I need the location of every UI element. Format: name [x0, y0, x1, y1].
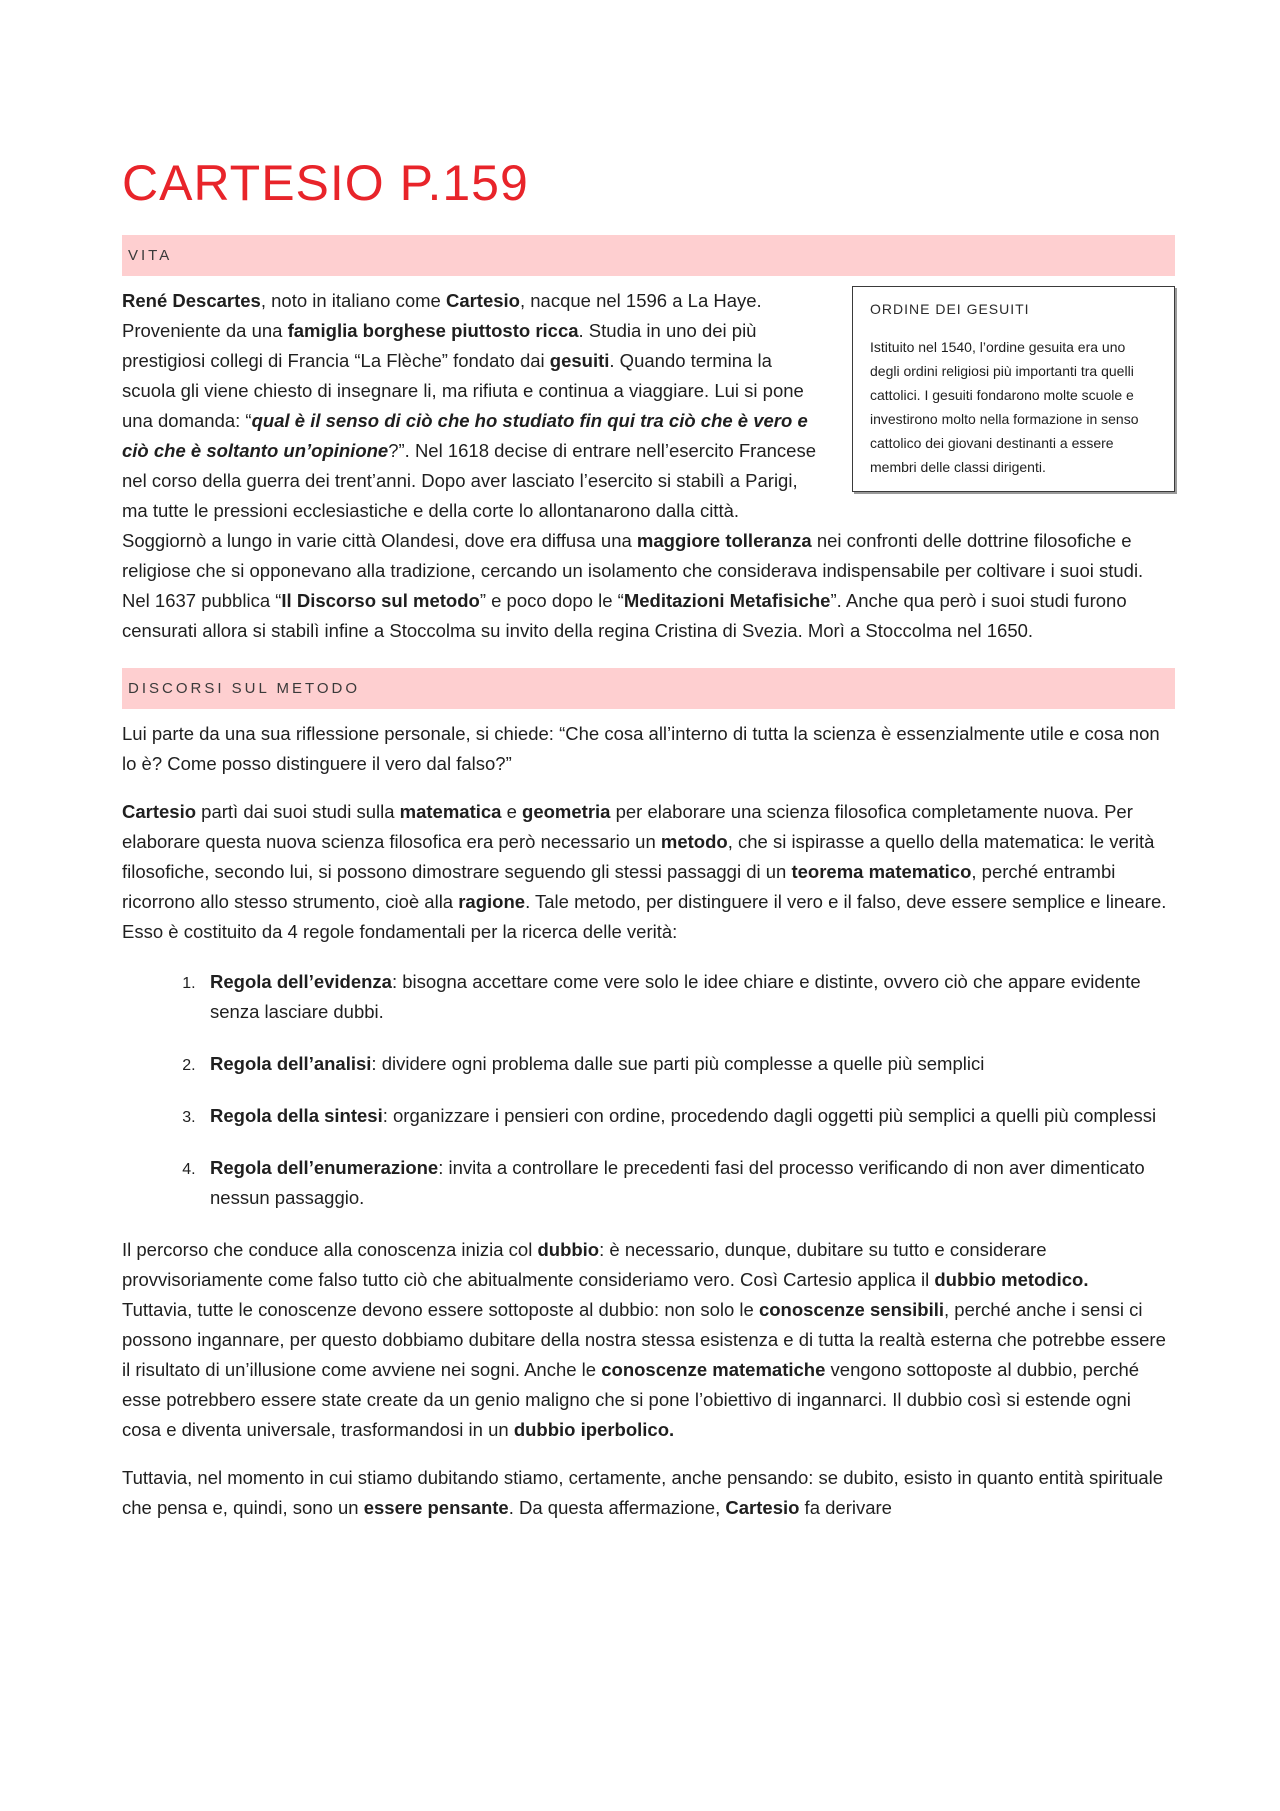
cogito-paragraph: Tuttavia, nel momento in cui stiamo dubitando stiamo, certamente, anche pensando: se dubito, esisto in quanto entità spirituale che pensa e, quindi, sono un essere pensante. Da questa affermazione, Cartesio fa derivare	[122, 1467, 1164, 1518]
metodo-intro-paragraph: Lui parte da una sua riflessione personale, si chiede: “Che cosa all’interno di tutta la scienza è essenzialmente utile e cosa non lo è? Come posso distinguere il vero dal falso?”	[122, 723, 1160, 774]
rules-list	[122, 967, 1175, 1213]
vita-paragraph: René Descartes, noto in italiano come Cartesio, nacque nel 1596 a La Haye. Proveniente da una famiglia borghese piuttosto ricca. Studia in uno dei più prestigiosi collegi di Francia “La Flèche” fondato dai gesuiti. Quando termina la scuola gli viene chiesto di insegnare li, ma rifiuta e continua a viaggiare. Lui si pone una domanda: “qual è il senso di ciò che ho studiato fin qui tra ciò che è vero e ciò che è soltanto un’opinione?”. Nel 1618 decise di entrare nell’esercito Francese nel corso della guerra dei trent’anni. Dopo aver lasciato l’esercito si stabilì a Parigi, ma tutte le pressioni ecclesiastiche e della corte lo allontanarono dalla città. Soggiornò a lungo in varie città Olandesi, dove era diffusa una maggiore tolleranza nei confronti delle dottrine filosofiche e religiose che si opponevano alla tradizione, cercando un isolamento che considerava indispensabile per coltivare i suoi studi. Nel 1637 pubblica “Il Discorso sul metodo” e poco dopo le “Meditazioni Metafisiche”. Anche qua però i suoi studi furono censurati allora si stabilì infine a Stoccolma su invito della regina Cristina di Svezia. Morì a Stoccolma nel 1650.	[122, 290, 1144, 641]
section-heading-vita: VITA	[122, 235, 1175, 276]
section-heading-metodo: DISCORSI SUL METODO	[122, 668, 1175, 709]
document-content	[122, 148, 1175, 1523]
list-item: 4. Regola dell’enumerazione: invita a controllare le precedenti fasi del processo verificando di non aver dimenticato nessun passaggio.	[200, 1153, 1175, 1213]
conoscenze-paragraph: Tuttavia, tutte le conoscenze devono essere sottoposte al dubbio: non solo le conoscenze sensibili, perché anche i sensi ci possono ingannare, per questo dobbiamo dubitare della nostra stessa esistenza e di tutta la realtà esterna che potrebbe essere il risultato di un’illusione come avviene nei sogni. Anche le conoscenze matematiche vengono sottoposte al dubbio, perché esse potrebbero essere state create da un genio maligno che si pone l’obiettivo di ingannarci. Il dubbio così si estende ogni cosa e diventa universale, trasformandosi in un dubbio iperbolico.	[122, 1299, 1166, 1440]
sidebar-box-text: Istituito nel 1540, l’ordine gesuita era uno degli ordini religiosi più importanti tra quelli cattolici. I gesuiti fondarono molte scuole e investirono molto nella formazione in senso cattolico dei giovani destinanti a essere membri delle classi dirigenti.	[870, 339, 1139, 475]
sidebar-box-title: ORDINE DEI GESUITI	[870, 301, 1030, 317]
list-item: 3. Regola della sintesi: organizzare i pensieri con ordine, procedendo dagli oggetti più semplici a quelli più complessi	[200, 1101, 1175, 1131]
list-item: 2. Regola dell’analisi: dividere ogni problema dalle sue parti più complesse a quelle più semplici	[200, 1049, 1175, 1079]
list-item: 1. Regola dell’evidenza: bisogna accettare come vere solo le idee chiare e distinte, ovvero ciò che appare evidente senza lasciare dubbi.	[200, 967, 1175, 1027]
sidebar-box-gesuiti	[852, 286, 1175, 492]
metodo-paragraph: Cartesio partì dai suoi studi sulla matematica e geometria per elaborare una scienza filosofica completamente nuova. Per elaborare questa nuova scienza filosofica era però necessario un metodo, che si ispirasse a quello della matematica: le verità filosofiche, secondo lui, si possono dimostrare seguendo gli stessi passaggi di un teorema matematico, perché entrambi ricorrono allo stesso strumento, cioè alla ragione. Tale metodo, per distinguere il vero e il falso, deve essere semplice e lineare. Esso è costituito da 4 regole fondamentali per la ricerca delle verità:	[122, 801, 1167, 942]
page-title: CARTESIO P.159	[122, 155, 529, 211]
dubbio-paragraph: Il percorso che conduce alla conoscenza inizia col dubbio: è necessario, dunque, dubitare su tutto e considerare provvisoriamente come falso tutto ciò che abitualmente consideriamo vero. Così Cartesio applica il dubbio metodico.	[122, 1239, 1089, 1290]
